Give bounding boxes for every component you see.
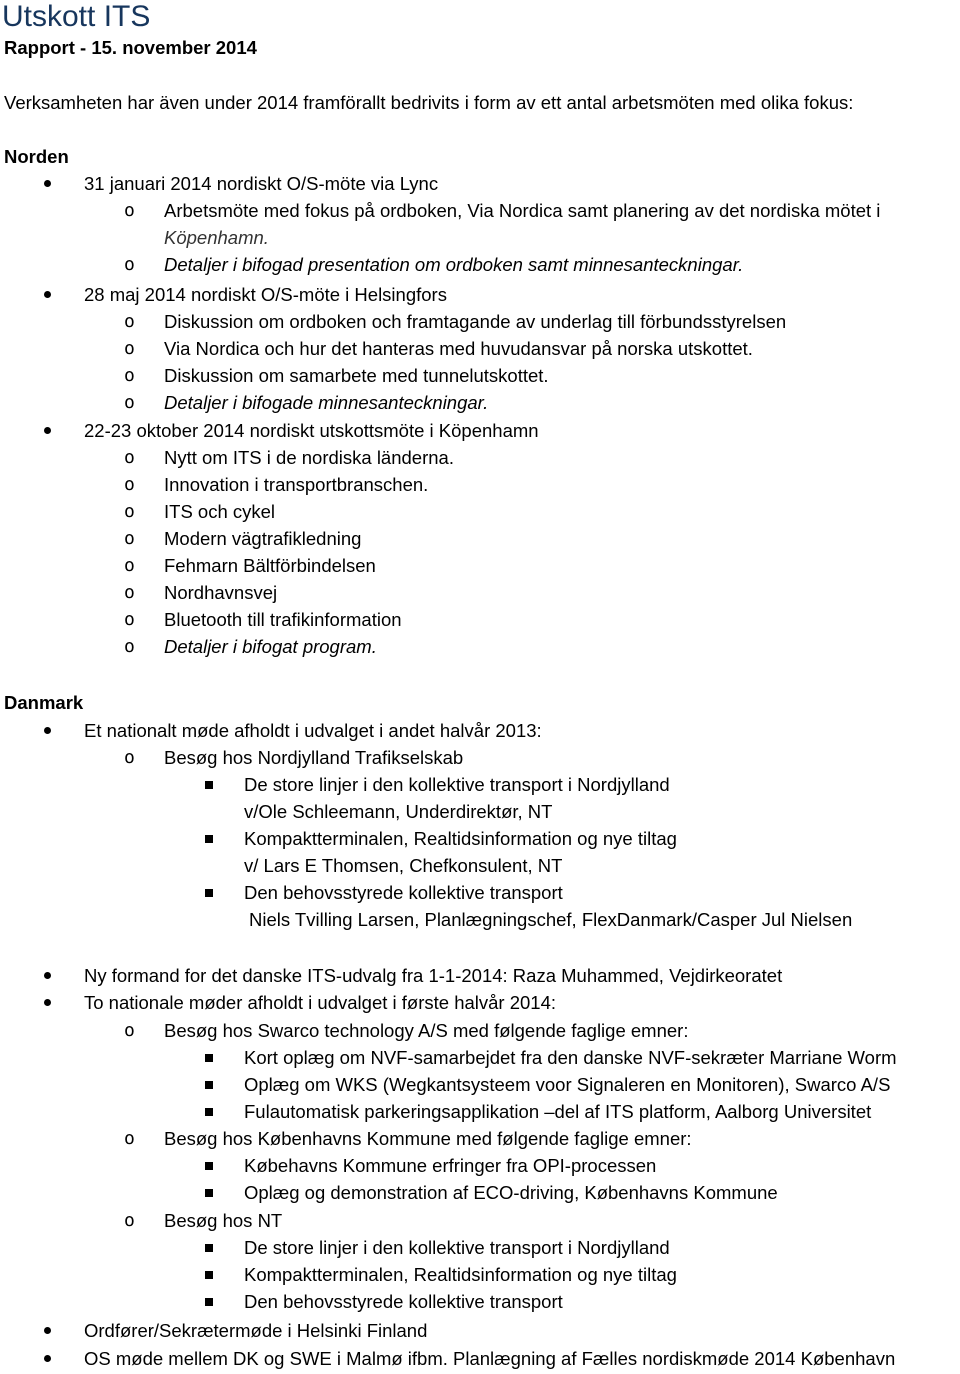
bullet-icon bbox=[44, 291, 51, 298]
circle-bullet-icon: o bbox=[124, 609, 135, 630]
list-item: Kort oplæg om NVF-samarbejdet fra den danske NVF-sekræter Marriane Worm bbox=[244, 1047, 897, 1068]
list-item: De store linjer i den kollektive transport i Nordjylland bbox=[244, 1237, 670, 1258]
square-bullet-icon bbox=[205, 889, 213, 897]
square-bullet-icon bbox=[205, 1271, 213, 1279]
circle-bullet-icon: o bbox=[124, 501, 135, 522]
bullet-icon bbox=[44, 727, 51, 734]
bullet-icon bbox=[44, 999, 51, 1006]
circle-bullet-icon: o bbox=[124, 528, 135, 549]
list-item: Ordfører/Sekrætermøde i Helsinki Finland bbox=[84, 1320, 428, 1341]
list-item: De store linjer i den kollektive transport i Nordjylland bbox=[244, 774, 670, 795]
square-bullet-icon bbox=[205, 1108, 213, 1116]
list-item: Diskussion om ordboken och framtagande av underlag till förbundsstyrelsen bbox=[164, 311, 787, 332]
list-item: Nordhavnsvej bbox=[164, 582, 278, 603]
circle-bullet-icon: o bbox=[124, 582, 135, 603]
list-item: Arbetsmöte med fokus på ordboken, Via Nordica samt planering av det nordiska mötet i bbox=[164, 200, 881, 221]
square-bullet-icon bbox=[205, 1298, 213, 1306]
list-item: Ny formand for det danske ITS-udvalg fra 1-1-2014: Raza Muhammed, Vejdirkeoratet bbox=[84, 965, 783, 986]
document-title: Utskott ITS bbox=[2, 0, 151, 33]
list-item-continuation: Köpenhamn. bbox=[164, 227, 269, 248]
list-item: Besøg hos NT bbox=[164, 1210, 283, 1231]
list-item: Fehmarn Bältförbindelsen bbox=[164, 555, 376, 576]
list-item: 28 maj 2014 nordiskt O/S-möte i Helsingfors bbox=[84, 284, 447, 305]
circle-bullet-icon: o bbox=[124, 1210, 135, 1231]
circle-bullet-icon: o bbox=[124, 1128, 135, 1149]
document-subtitle: Rapport - 15. november 2014 bbox=[4, 37, 257, 58]
list-item-continuation: v/ Lars E Thomsen, Chefkonsulent, NT bbox=[244, 855, 563, 876]
circle-bullet-icon: o bbox=[124, 447, 135, 468]
list-item: To nationale møder afholdt i udvalget i første halvår 2014: bbox=[84, 992, 557, 1013]
list-item: Diskussion om samarbete med tunnelutskottet. bbox=[164, 365, 549, 386]
list-item: Detaljer i bifogat program. bbox=[164, 636, 377, 657]
list-item: Købehavns Kommune erfringer fra OPI-processen bbox=[244, 1155, 657, 1176]
list-item: 22-23 oktober 2014 nordiskt utskottsmöte i Köpenhamn bbox=[84, 420, 539, 441]
square-bullet-icon bbox=[205, 1244, 213, 1252]
list-item: Et nationalt møde afholdt i udvalget i andet halvår 2013: bbox=[84, 720, 542, 741]
circle-bullet-icon: o bbox=[124, 555, 135, 576]
circle-bullet-icon: o bbox=[124, 474, 135, 495]
list-item: Den behovsstyrede kollektive transport bbox=[244, 1291, 563, 1312]
square-bullet-icon bbox=[205, 1162, 213, 1170]
circle-bullet-icon: o bbox=[124, 338, 135, 359]
circle-bullet-icon: o bbox=[124, 200, 135, 221]
list-item: Innovation i transportbranschen. bbox=[164, 474, 429, 495]
bullet-icon bbox=[44, 1355, 51, 1362]
circle-bullet-icon: o bbox=[124, 392, 135, 413]
section-heading-danmark: Danmark bbox=[4, 692, 84, 713]
list-item: Oplæg om WKS (Wegkantsysteem voor Signaleren en Monitoren), Swarco A/S bbox=[244, 1074, 891, 1095]
list-item: Via Nordica och hur det hanteras med huvudansvar på norska utskottet. bbox=[164, 338, 753, 359]
square-bullet-icon bbox=[205, 781, 213, 789]
circle-bullet-icon: o bbox=[124, 1020, 135, 1041]
circle-bullet-icon: o bbox=[124, 747, 135, 768]
list-item: Modern vägtrafikledning bbox=[164, 528, 362, 549]
circle-bullet-icon: o bbox=[124, 254, 135, 275]
list-item: Bluetooth till trafikinformation bbox=[164, 609, 402, 630]
list-item: Detaljer i bifogad presentation om ordboken samt minnesanteckningar. bbox=[164, 254, 744, 275]
list-item: ITS och cykel bbox=[164, 501, 276, 522]
intro-paragraph: Verksamheten har även under 2014 framförallt bedrivits i form av ett antal arbetsmöten med olika fokus: bbox=[4, 92, 854, 113]
square-bullet-icon bbox=[205, 835, 213, 843]
list-item-continuation: Niels Tvilling Larsen, Planlægningschef, FlexDanmark/Casper Jul Nielsen bbox=[249, 909, 853, 930]
list-item-continuation: v/Ole Schleemann, Underdirektør, NT bbox=[244, 801, 553, 822]
circle-bullet-icon: o bbox=[124, 311, 135, 332]
list-item: OS møde mellem DK og SWE i Malmø ifbm. Planlægning af Fælles nordiskmøde 2014 København bbox=[84, 1348, 896, 1369]
list-item: Oplæg og demonstration af ECO-driving, Københavns Kommune bbox=[244, 1182, 778, 1203]
list-item: Besøg hos Københavns Kommune med følgende faglige emner: bbox=[164, 1128, 692, 1149]
list-item: Besøg hos Nordjylland Trafikselskab bbox=[164, 747, 464, 768]
bullet-icon bbox=[44, 972, 51, 979]
list-item: 31 januari 2014 nordiskt O/S-möte via Lync bbox=[84, 173, 439, 194]
circle-bullet-icon: o bbox=[124, 636, 135, 657]
list-item: Den behovsstyrede kollektive transport bbox=[244, 882, 563, 903]
bullet-icon bbox=[44, 427, 51, 434]
bullet-icon bbox=[44, 1327, 51, 1334]
circle-bullet-icon: o bbox=[124, 365, 135, 386]
bullet-icon bbox=[44, 180, 51, 187]
square-bullet-icon bbox=[205, 1081, 213, 1089]
list-item: Besøg hos Swarco technology A/S med følgende faglige emner: bbox=[164, 1020, 689, 1041]
list-item: Detaljer i bifogade minnesanteckningar. bbox=[164, 392, 489, 413]
square-bullet-icon bbox=[205, 1189, 213, 1197]
list-item: Fulautomatisk parkeringsapplikation –del af ITS platform, Aalborg Universitet bbox=[244, 1101, 872, 1122]
list-item: Nytt om ITS i de nordiska länderna. bbox=[164, 447, 454, 468]
list-item: Kompaktterminalen, Realtidsinformation og nye tiltag bbox=[244, 1264, 677, 1285]
section-heading-norden: Norden bbox=[4, 146, 69, 167]
list-item: Kompaktterminalen, Realtidsinformation og nye tiltag bbox=[244, 828, 677, 849]
square-bullet-icon bbox=[205, 1054, 213, 1062]
